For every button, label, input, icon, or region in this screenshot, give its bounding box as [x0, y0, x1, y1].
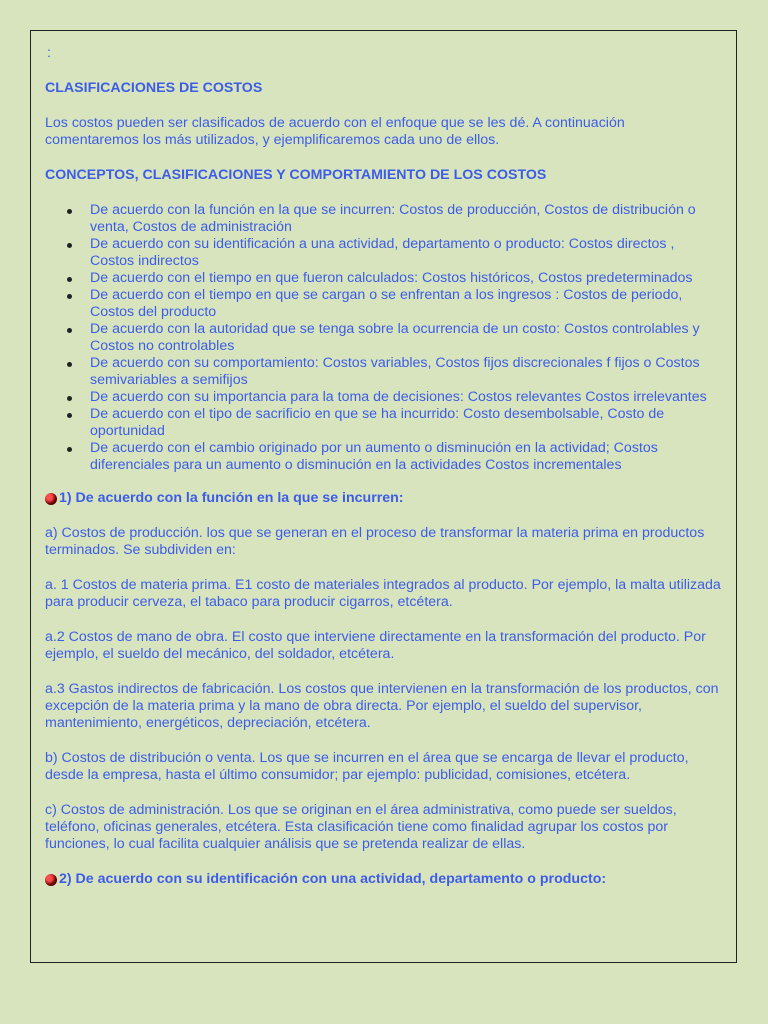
list-item: De acuerdo con el tipo de sacrificio en que se ha incurrido: Costo desembolsable, Costo de oportunidad: [90, 406, 722, 440]
red-ball-icon: [45, 874, 57, 886]
list-item: De acuerdo con la autoridad que se tenga sobre la ocurrencia de un costo: Costos controlables y Costos no controlables: [90, 321, 722, 355]
section-2-heading-text: 2) De acuerdo con su identificación con una actividad, departamento o producto:: [59, 871, 607, 887]
section-1-paragraph: b) Costos de distribución o venta. Los que se incurren en el área que se encarga de llevar el producto, desde la empresa, hasta el último consumidor; par ejemplo: publicidad, comisiones, etcétera.: [45, 750, 689, 783]
list-item: De acuerdo con su importancia para la toma de decisiones: Costos relevantes Costos irrelevantes: [90, 389, 722, 406]
section-1-paragraph: a. 1 Costos de materia prima. E1 costo de materiales integrados al producto. Por ejemplo, la malta utilizada para producir cerveza, el tabaco para producir cigarros, etcétera.: [45, 577, 721, 610]
section-1-heading: [45, 490, 722, 507]
list-item: De acuerdo con la función en la que se incurren: Costos de producción, Costos de distribución o venta, Costos de administración: [90, 202, 722, 236]
document-content: [45, 45, 722, 906]
list-item: De acuerdo con el cambio originado por un aumento o disminución en la actividad; Costos diferenciales para un aumento o disminución en la actividades Costos incrementales: [90, 440, 722, 474]
red-ball-icon: [45, 493, 57, 505]
list-item: De acuerdo con el tiempo en que fueron calculados: Costos históricos, Costos predeterminados: [90, 270, 722, 287]
list-item: De acuerdo con su identificación a una actividad, departamento o producto: Costos directos , Costos indirectos: [90, 236, 722, 270]
top-mark: :: [47, 45, 51, 61]
section-1-paragraph: a.3 Gastos indirectos de fabricación. Los costos que intervienen en la transformación de los productos, con excepción de la materia prima y la mano de obra directa. Por ejemplo, el sueldo del supervisor, mantenimiento, energéticos, depreciación, etcétera.: [45, 681, 719, 731]
list-item: De acuerdo con su comportamiento: Costos variables, Costos fijos discrecionales f fijos o Costos semivariables a semifijos: [90, 355, 722, 389]
classification-list: [45, 202, 722, 474]
concepts-heading: CONCEPTOS, CLASIFICACIONES Y COMPORTAMIENTO DE LOS COSTOS: [45, 167, 547, 183]
list-item: De acuerdo con el tiempo en que se cargan o se enfrentan a los ingresos : Costos de periodo, Costos del producto: [90, 287, 722, 321]
section-1-heading-text: 1) De acuerdo con la función en la que se incurren:: [59, 490, 404, 506]
section-1-paragraph: a.2 Costos de mano de obra. El costo que interviene directamente en la transformación del producto. Por ejemplo, el sueldo del mecánico, del soldador, etcétera.: [45, 629, 706, 662]
intro-paragraph: Los costos pueden ser clasificados de acuerdo con el enfoque que se les dé. A continuación comentaremos los más utilizados, y ejemplificaremos cada uno de ellos.: [45, 115, 625, 148]
document-title: CLASIFICACIONES DE COSTOS: [45, 80, 263, 96]
document-page: [30, 30, 737, 963]
section-2-heading: [45, 871, 722, 888]
section-1-paragraph: a) Costos de producción. los que se generan en el proceso de transformar la materia prima en productos terminados. Se subdividen en:: [45, 525, 705, 558]
section-1-paragraph: c) Costos de administración. Los que se originan en el área administrativa, como puede ser sueldos, teléfono, oficinas generales, etcétera. Esta clasificación tiene como finalidad agrupar los costos por funciones, lo cual facilita cualquier análisis que se pretenda realizar de ellas.: [45, 802, 677, 852]
